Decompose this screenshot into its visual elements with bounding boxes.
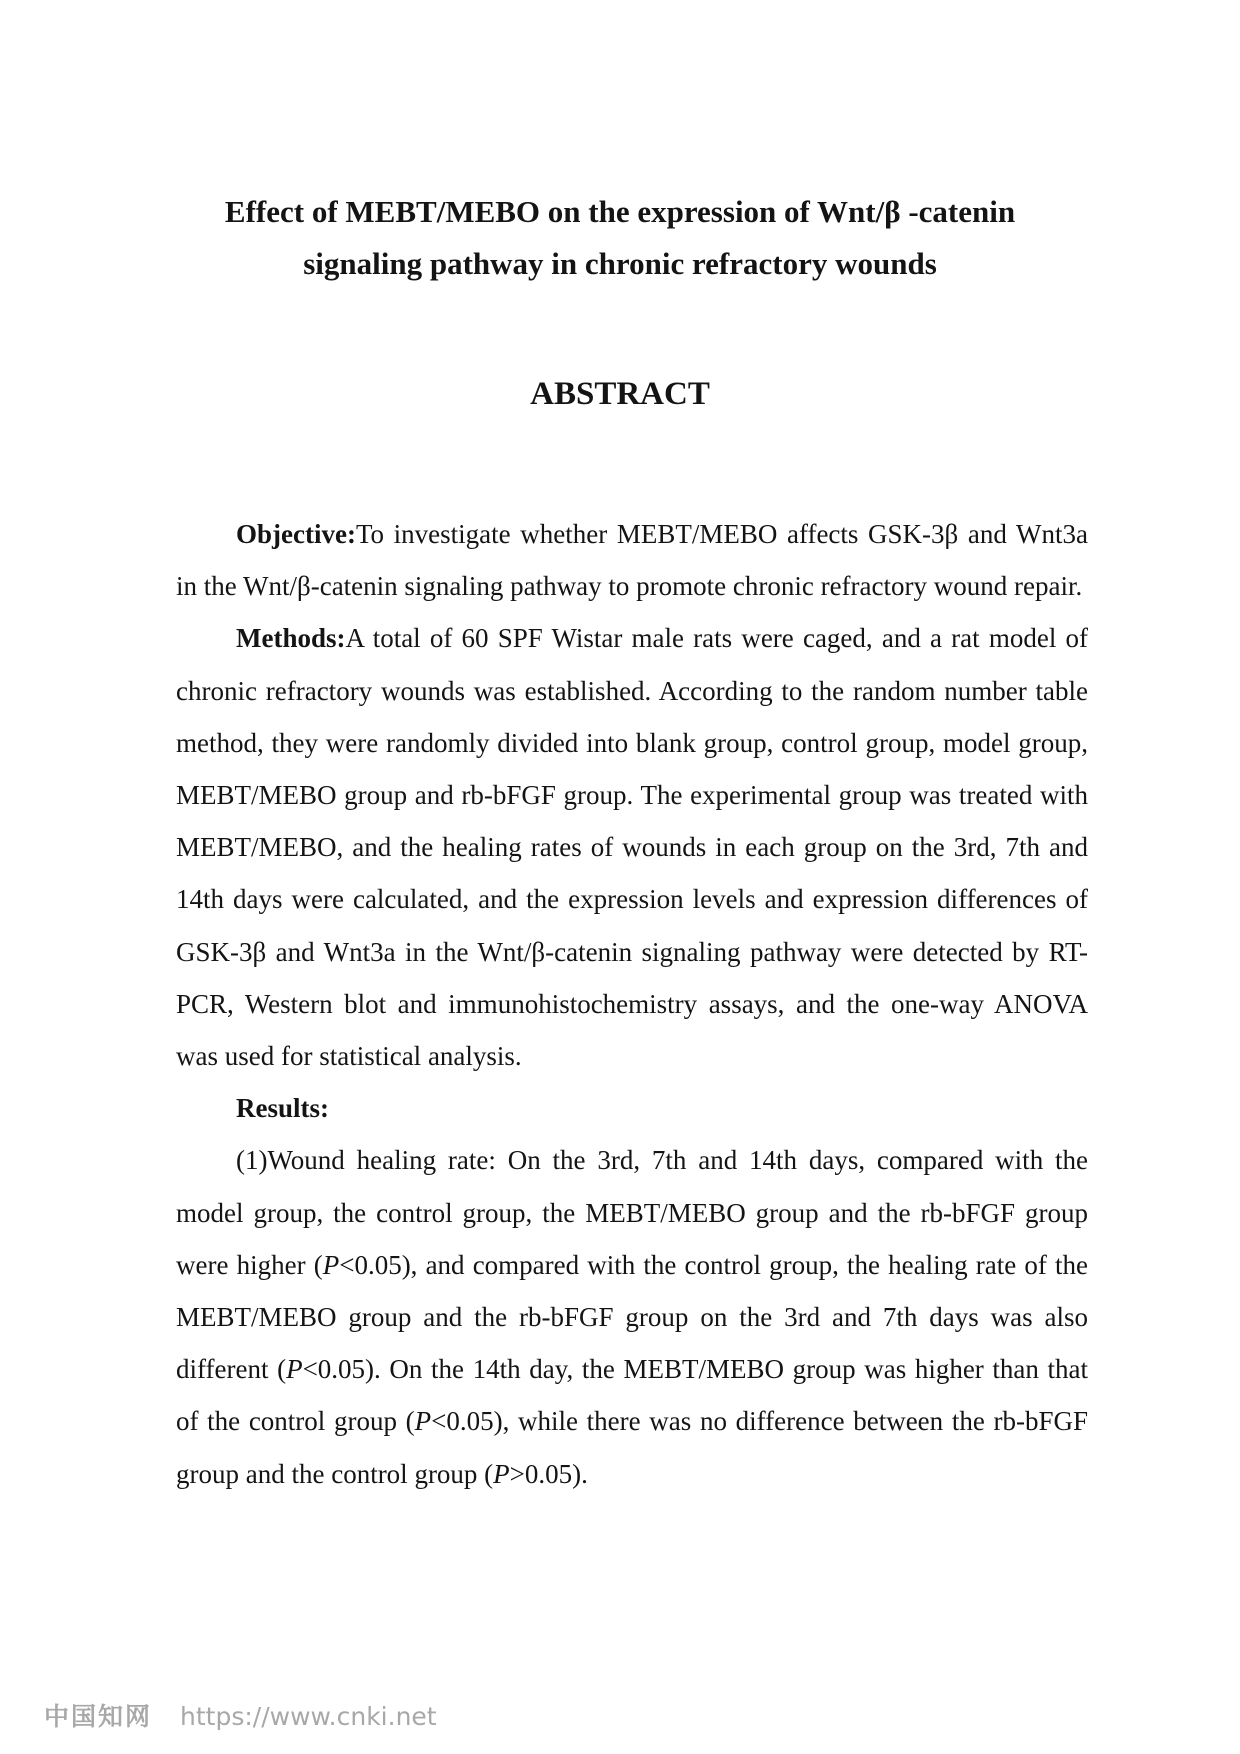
results-text-part: (1)Wound healing rate: On the 3rd, 7th and 14th days, compared with the model group, the control group, the MEBT/MEBO group and the rb-bFGF group were higher ( (176, 1145, 1088, 1280)
results-text-part: <0.05), while there was no difference between the rb-bFGF group and the control group ( (176, 1406, 1089, 1489)
results-label: Results: (236, 1093, 329, 1124)
objective-paragraph (176, 508, 1088, 612)
cnki-watermark (44, 1697, 437, 1733)
p-value-symbol: P (322, 1249, 340, 1280)
cnki-logo-text: 中国知网 (44, 1702, 153, 1731)
results-text-part: >0.05). (509, 1458, 588, 1489)
paper-title (0, 186, 1240, 290)
abstract-heading: ABSTRACT (530, 376, 710, 412)
paper-title-line-1: Effect of MEBT/MEBO on the expression of Wnt/β -catenin (224, 194, 1016, 229)
abstract-body (176, 508, 1088, 1500)
results-paragraph-1 (176, 1134, 1088, 1499)
objective-text: To investigate whether MEBT/MEBO affects GSK-3β and Wnt3a in the Wnt/β-catenin signaling pathway to promote chronic refractory wound repair. (176, 519, 1088, 602)
methods-label: Methods: (236, 623, 346, 654)
paper-title-line-2: signaling pathway in chronic refractory wounds (303, 246, 937, 281)
p-value-symbol: P (286, 1354, 303, 1385)
objective-label: Objective: (236, 519, 356, 549)
cnki-url: https://www.cnki.net (180, 1702, 437, 1731)
results-text-part: <0.05). On the 14th day, the MEBT/MEBO group was higher than that of the control group ( (176, 1354, 1089, 1437)
p-value-symbol: P (493, 1458, 510, 1489)
p-value-symbol: P (414, 1406, 432, 1437)
results-text-part: <0.05), and compared with the control group, the healing rate of the MEBT/MEBO group and the rb-bFGF group on the 3rd and 7th days was also different ( (176, 1249, 1088, 1385)
methods-text: A total of 60 SPF Wistar male rats were caged, and a rat model of chronic refractory wounds was established. According to the random number table method, they were randomly divided into blank group, control group, model group, MEBT/MEBO group and rb-bFGF group. The experimental group was treated with MEBT/MEBO, and the healing rates of wounds in each group on the 3rd, 7th and 14th days were calculated, and the expression levels and expression differences of GSK-3β and Wnt3a in the Wnt/β-catenin signaling pathway were detected by RT-PCR, Western blot and immunohistochemistry assays, and the one-way ANOVA was used for statistical analysis. (176, 623, 1088, 1072)
methods-paragraph (176, 612, 1088, 1082)
